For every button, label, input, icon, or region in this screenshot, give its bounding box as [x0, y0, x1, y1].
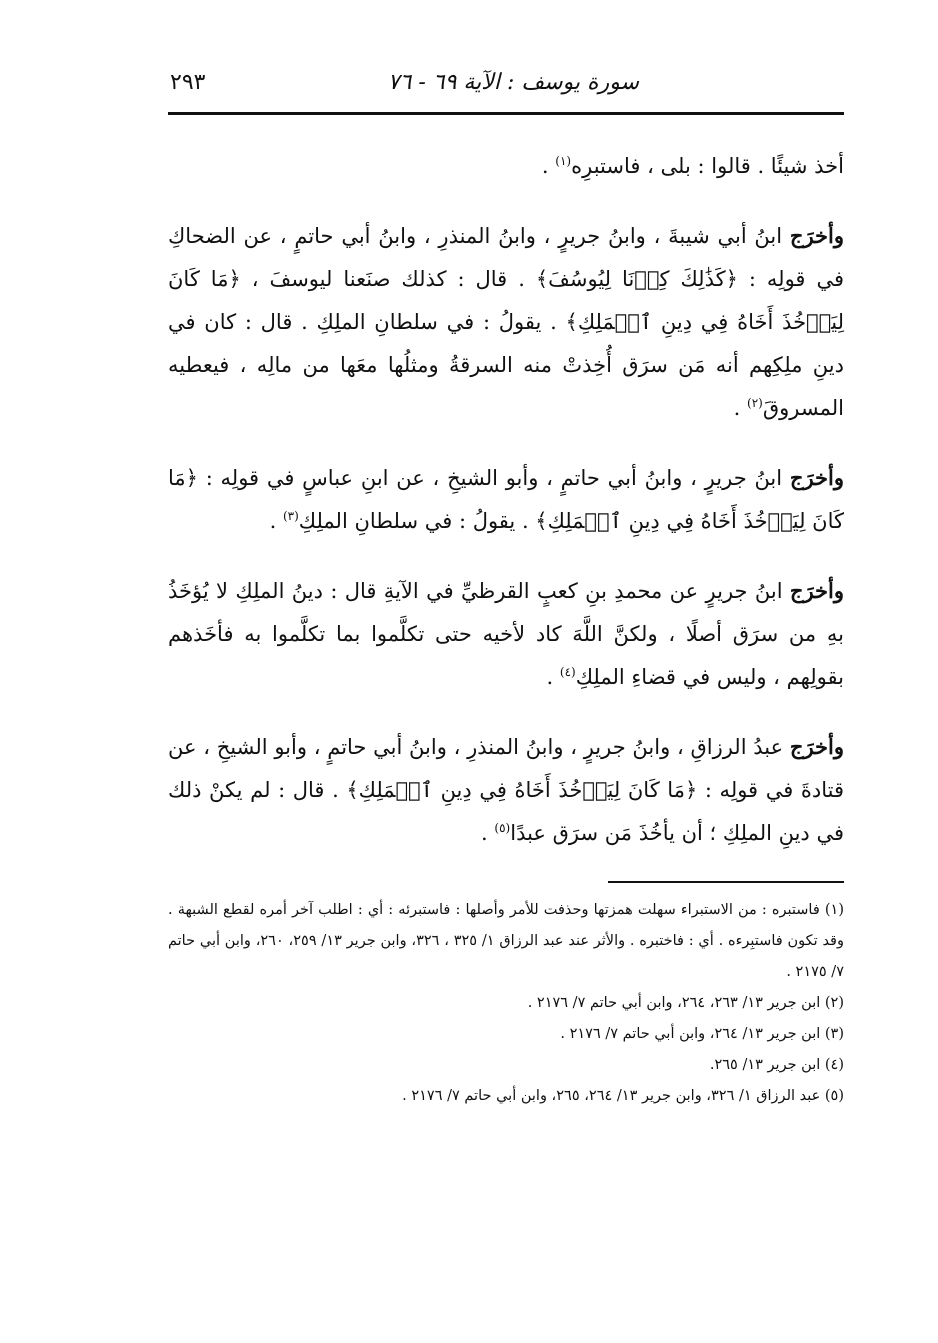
page-title: سورة يوسف : الآية ٦٩ - ٧٦ [387, 70, 639, 95]
paragraph-lead-word: وأخرَج [789, 578, 845, 603]
footnote: (٢) ابن جرير ١٣/ ٢٦٣، ٢٦٤، وابن أبي حاتم ٧/ ٢١٧٦ . [527, 995, 844, 1011]
footnote-divider [608, 881, 844, 883]
footnote-marker: (٣) [282, 509, 299, 523]
book-page [168, 60, 844, 1300]
paragraph-text: ابنُ جريرٍ عن محمدِ بنِ كعبٍ القرظيِّ في الآيةِ قال : دينُ الملِكِ لا يُؤخَذُ بهِ من سرَق أصلًا ، ولكنَّ اللَّهَ كاد لأخيه حتى تكلَّموا بما تكلَّموا به فأخَذهم بقولِهم ، وليس في قضاءِ الملِكِ [168, 579, 844, 689]
paragraph-tail: . [733, 396, 748, 420]
paragraph-lead-word: وأخرَج [789, 734, 844, 759]
paragraph-tail: . [546, 665, 560, 689]
footnote-marker: (٤) [559, 665, 576, 679]
main-text [168, 145, 844, 855]
paragraph-tail: . [481, 821, 495, 845]
paragraph [168, 725, 844, 855]
footnote-marker: (١) [555, 154, 572, 168]
paragraph-tail: . [541, 154, 556, 178]
paragraph-tail: . [269, 509, 283, 533]
footnote-marker: (٥) [494, 821, 511, 835]
paragraph-text: أخذ شيئًا . قالوا : بلى ، فاستبرِه [571, 154, 844, 178]
footnotes [168, 895, 844, 1112]
paragraph-text: عبدُ الرزاقِ ، وابنُ جريرٍ ، وابنُ المنذرِ ، وابنُ أبي حاتمٍ ، وأبو الشيخِ ، عن قتادةَ في قولِه : ﴿مَا كَانَ لِيَأۡخُذَ أَخَاهُ فِي دِينِ ٱلۡمَلِكِ﴾ . قال : لم يكنْ ذلك في دينِ الملِكِ ؛ أن يأخُذَ مَن سرَق عبدًا [168, 735, 844, 845]
paragraph [168, 569, 844, 699]
footnote: (٣) ابن جرير ١٣/ ٢٦٤، وابن أبي حاتم ٧/ ٢١٧٦ . [560, 1026, 844, 1042]
running-head [168, 60, 844, 115]
page-number: ٢٩٣ [170, 70, 206, 95]
footnote: (٤) ابن جرير ١٣/ ٢٦٥. [709, 1057, 844, 1073]
footnote: (٥) عبد الرزاق ١/ ٣٢٦، وابن جرير ١٣/ ٢٦٤، ٢٦٥، وابن أبي حاتم ٧/ ٢١٧٦ . [402, 1088, 844, 1104]
footnote: (١) فاستبره : من الاستبراء سهلت همزتها وحذفت للأمر وأصلها : فاستبرئه : أي : اطلب آخر أمره لقطع الشبهة . وقد تكون فاستبِرءه . أي : فاختبره . والأثر عند عبد الرزاق ١/ ٣٢٥ ، ٣٢٦، وابن جرير ١٣/ ٢٥٩، ٢٦٠، وابن أبي حاتم ٧/ ٢١٧٥ . [168, 902, 844, 980]
paragraph-lead-word: وأخرَج [789, 465, 844, 490]
paragraph-text: ابنُ أبي شيبةَ ، وابنُ جريرٍ ، وابنُ المنذرِ ، وابنُ أبي حاتمٍ ، عن الضحاكِ في قولِه : ﴿كَذَٰلِكَ كِدۡنَا لِيُوسُفَ﴾ . قال : كذلك صنَعنا ليوسفَ ، ﴿مَا كَانَ لِيَأۡخُذَ أَخَاهُ فِي دِينِ ٱلۡمَلِكِ﴾ . يقولُ : في سلطانِ الملِكِ . قال : كان في دينِ ملِكِهم أنه مَن سرَق أُخِذتْ منه السرقةُ ومثلُها معَها من مالِه ، فيعطيه المسروقَ [168, 224, 844, 420]
footnote-marker: (٢) [747, 396, 763, 410]
paragraph-lead-word: وأخرَج [789, 223, 844, 248]
paragraph [168, 214, 844, 430]
paragraph [168, 145, 844, 188]
paragraph-text: ابنُ جريرٍ ، وابنُ أبي حاتمٍ ، وأبو الشيخِ ، عن ابنِ عباسٍ في قولِه : ﴿مَا كَانَ لِيَأۡخُذَ أَخَاهُ فِي دِينِ ٱلۡمَلِكِ﴾ . يقولُ : في سلطانِ الملِكِ [168, 466, 844, 533]
paragraph [168, 456, 844, 543]
